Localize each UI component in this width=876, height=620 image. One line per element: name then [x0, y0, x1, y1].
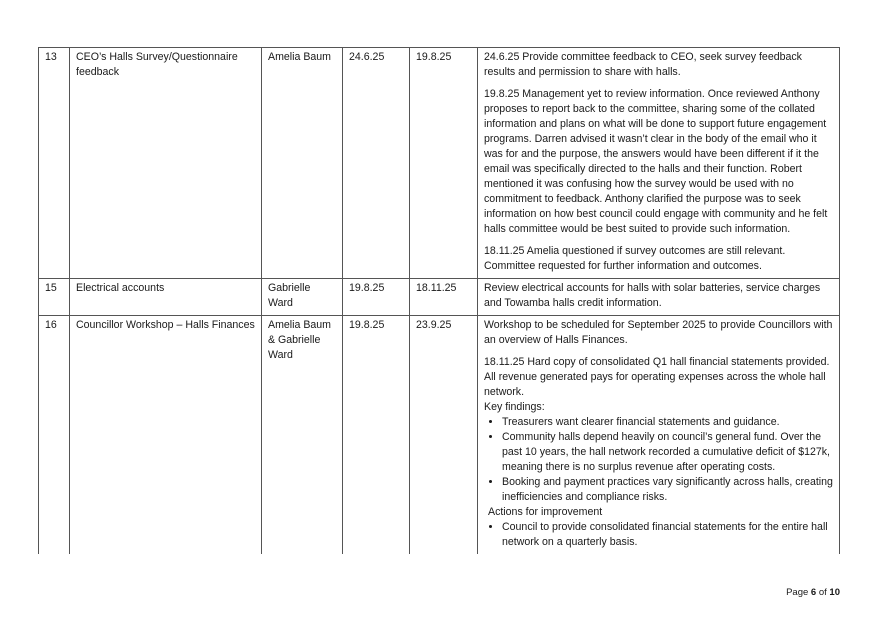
responsible-person: Amelia Baum — [262, 48, 343, 279]
due-date: 19.8.25 — [410, 48, 478, 279]
list-item: • Council to provide consolidated financial statements for the entire hall network on a quarterly basis. — [502, 520, 833, 550]
responsible-person: Gabrielle Ward — [262, 279, 343, 316]
note-paragraph: 18.11.25 Amelia questioned if survey outcomes are still relevant. Committee requested for further information and outcomes. — [484, 245, 786, 272]
page-separator: of — [816, 587, 830, 598]
key-findings-label: Key findings: — [484, 401, 545, 413]
item-notes — [478, 316, 840, 555]
note-paragraph: 18.11.25 Hard copy of consolidated Q1 hall financial statements provided. All revenue generated pays for operating expenses across the whole hall network. — [484, 356, 830, 398]
start-date: 19.8.25 — [343, 279, 410, 316]
list-item: • Treasurers want clearer financial statements and guidance. — [502, 415, 833, 430]
total-pages: 10 — [829, 587, 840, 598]
item-title: Councillor Workshop – Halls Finances — [70, 316, 262, 555]
note-paragraph: 19.8.25 Management yet to review information. Once reviewed Anthony proposes to report back to the committee, sharing some of the collated information and plans on what will be done to support future engagement programs. Darren advised it wasn’t clear in the body of the email who it was for and the purpose, the answers would have been different if it the email was specifically directed to the halls and their function. Robert mentioned it was confusing how the survey would be used with no commitment to feedback. Anthony clarified the purpose was to seek information on how best council could engage with community and he felt halls committee would be best suited to provide such information. — [484, 88, 828, 235]
item-notes — [478, 48, 840, 279]
page-number — [786, 585, 840, 600]
note-paragraph: Workshop to be scheduled for September 2025 to provide Councillors with an overview of Halls Finances. — [484, 319, 833, 346]
item-number: 15 — [39, 279, 70, 316]
key-findings-list — [484, 415, 833, 505]
due-date: 18.11.25 — [410, 279, 478, 316]
table-row — [39, 316, 840, 555]
due-date: 23.9.25 — [410, 316, 478, 555]
current-page: 6 — [810, 587, 817, 598]
page-prefix: Page — [786, 587, 811, 598]
responsible-person: Amelia Baum & Gabrielle Ward — [262, 316, 343, 555]
note-paragraph: 24.6.25 Provide committee feedback to CEO, seek survey feedback results and permission to share with halls. — [484, 51, 802, 78]
start-date: 24.6.25 — [343, 48, 410, 279]
table-row — [39, 48, 840, 279]
item-number: 13 — [39, 48, 70, 279]
note-paragraph: Review electrical accounts for halls with solar batteries, service charges and Towamba halls credit information. — [484, 282, 821, 309]
list-item: • Booking and payment practices vary significantly across halls, creating inefficiencies and compliance risks. — [502, 475, 833, 505]
table-row — [39, 279, 840, 316]
item-number: 16 — [39, 316, 70, 555]
actions-label: Actions for improvement — [488, 506, 603, 518]
item-title: CEO’s Halls Survey/Questionnaire feedback — [70, 48, 262, 279]
actions-list — [484, 520, 833, 550]
list-item: • Community halls depend heavily on council’s general fund. Over the past 10 years, the hall network recorded a cumulative deficit of $127k, meaning there is no surplus revenue after operating costs. — [502, 430, 833, 475]
start-date: 19.8.25 — [343, 316, 410, 555]
item-notes — [478, 279, 840, 316]
item-title: Electrical accounts — [70, 279, 262, 316]
action-items-table — [38, 47, 840, 554]
